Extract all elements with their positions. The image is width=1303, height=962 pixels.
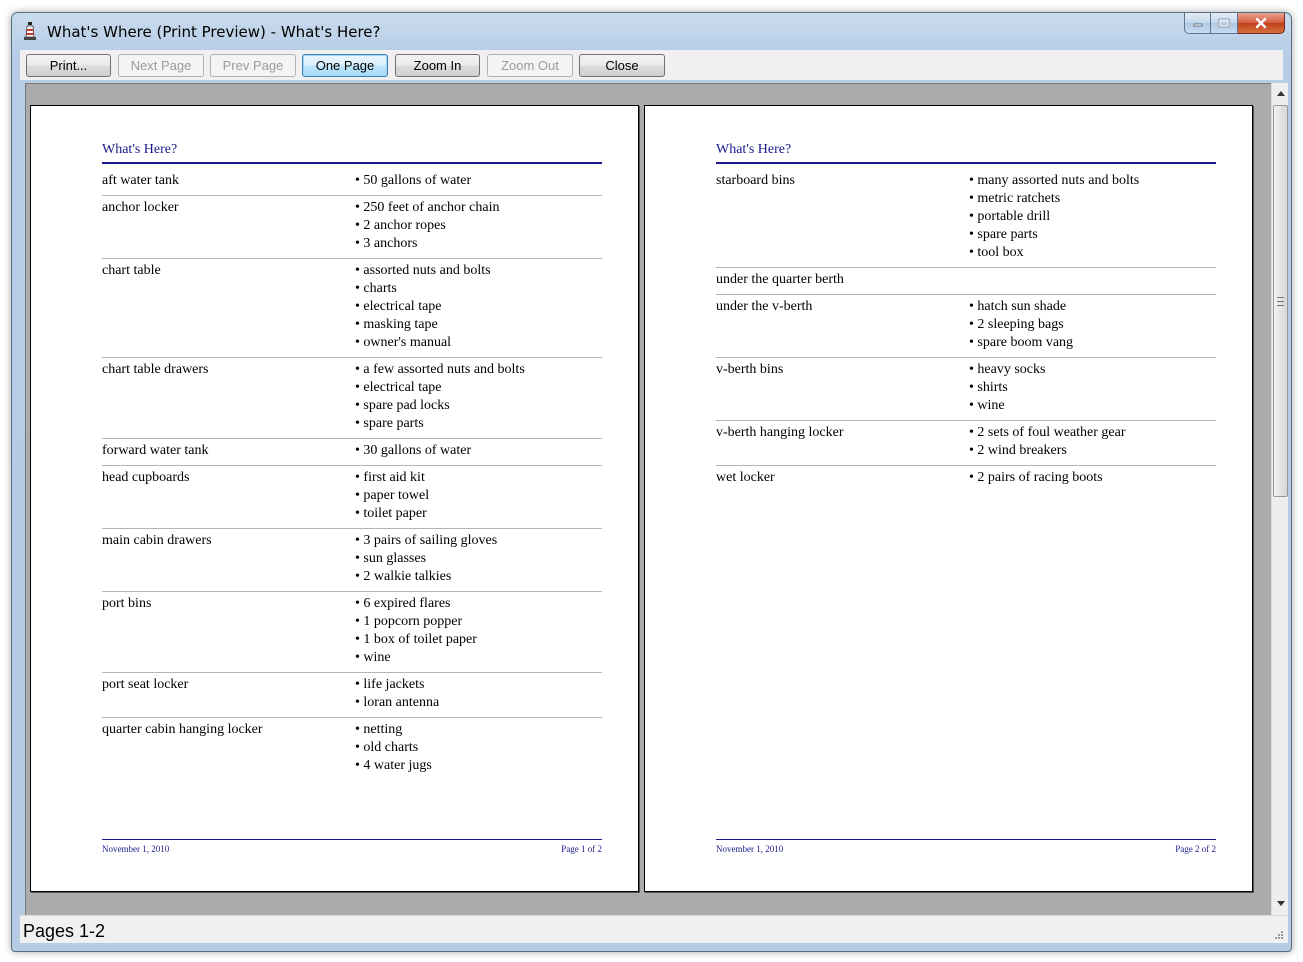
table-row xyxy=(102,439,602,466)
maximize-button[interactable] xyxy=(1211,13,1238,34)
window-controls xyxy=(1184,13,1285,35)
scroll-grip-icon xyxy=(1277,297,1284,306)
list-item: • charts xyxy=(355,280,602,298)
footer-date: November 1, 2010 xyxy=(716,844,784,854)
list-item: • portable drill xyxy=(969,208,1216,226)
list-item: • shirts xyxy=(969,379,1216,397)
list-item: • toilet paper xyxy=(355,505,602,523)
location-cell: head cupboards xyxy=(102,470,190,485)
location-cell: wet locker xyxy=(716,470,775,485)
list-item: • 4 water jugs xyxy=(355,757,602,775)
items-cell xyxy=(355,469,602,523)
items-cell xyxy=(355,595,602,667)
page-1 xyxy=(30,105,639,892)
list-item: • hatch sun shade xyxy=(969,298,1216,316)
list-item: • 2 sleeping bags xyxy=(969,316,1216,334)
items-cell xyxy=(355,721,602,775)
window-title: What's Where (Print Preview) - What's Here? xyxy=(47,23,381,41)
list-item: • netting xyxy=(355,721,602,739)
footer-page-number: Page 2 of 2 xyxy=(1175,844,1216,854)
list-item: • 2 wind breakers xyxy=(969,442,1216,460)
footer-date: November 1, 2010 xyxy=(102,844,170,854)
table-row xyxy=(716,358,1216,421)
title-bar[interactable] xyxy=(12,13,1291,49)
list-item: • 1 popcorn popper xyxy=(355,613,602,631)
scroll-thumb[interactable] xyxy=(1273,105,1288,497)
location-cell: chart table xyxy=(102,263,161,278)
items-cell xyxy=(355,361,602,433)
list-item: • 2 anchor ropes xyxy=(355,217,602,235)
close-window-button[interactable] xyxy=(1238,13,1285,34)
status-bar xyxy=(20,915,1288,943)
next-page-button[interactable]: Next Page xyxy=(118,54,204,77)
table-row xyxy=(716,421,1216,466)
page-title: What's Here? xyxy=(716,142,1216,164)
list-item: • wine xyxy=(969,397,1216,415)
footer-page-number: Page 1 of 2 xyxy=(561,844,602,854)
table-row xyxy=(102,196,602,259)
list-item: • 2 pairs of racing boots xyxy=(969,469,1216,487)
list-item: • assorted nuts and bolts xyxy=(355,262,602,280)
status-text: Pages 1-2 xyxy=(23,921,106,941)
location-cell: chart table drawers xyxy=(102,362,209,377)
list-item: • 2 walkie talkies xyxy=(355,568,602,586)
list-item: • 2 sets of foul weather gear xyxy=(969,424,1216,442)
close-icon xyxy=(1254,17,1268,29)
one-page-button[interactable]: One Page xyxy=(302,54,388,77)
scroll-down-arrow-icon xyxy=(1277,901,1285,906)
list-item: • 1 box of toilet paper xyxy=(355,631,602,649)
list-item: • wine xyxy=(355,649,602,667)
list-item: • spare parts xyxy=(969,226,1216,244)
table-row xyxy=(102,169,602,196)
scroll-up-arrow-icon xyxy=(1277,91,1285,96)
page-footer xyxy=(716,839,1216,854)
list-item: • heavy socks xyxy=(969,361,1216,379)
inventory-table xyxy=(716,169,1216,492)
items-cell xyxy=(969,271,1216,289)
preview-toolbar xyxy=(20,50,1283,80)
items-cell xyxy=(969,172,1216,262)
list-item: • metric ratchets xyxy=(969,190,1216,208)
scroll-up-button[interactable] xyxy=(1272,85,1289,102)
table-row xyxy=(102,718,602,780)
items-cell xyxy=(969,469,1216,487)
list-item: • many assorted nuts and bolts xyxy=(969,172,1216,190)
location-cell: main cabin drawers xyxy=(102,533,212,548)
list-item: • a few assorted nuts and bolts xyxy=(355,361,602,379)
items-cell xyxy=(355,199,602,253)
close-button[interactable]: Close xyxy=(579,54,665,77)
list-item: • 50 gallons of water xyxy=(355,172,602,190)
list-item: • 30 gallons of water xyxy=(355,442,602,460)
page-2 xyxy=(644,105,1253,892)
zoom-out-button[interactable]: Zoom Out xyxy=(487,54,573,77)
table-row xyxy=(102,673,602,718)
items-cell xyxy=(355,532,602,586)
table-row xyxy=(102,529,602,592)
items-cell xyxy=(969,361,1216,415)
location-cell: anchor locker xyxy=(102,200,179,215)
preview-area[interactable] xyxy=(25,83,1283,915)
list-item: • electrical tape xyxy=(355,298,602,316)
list-item: • 3 anchors xyxy=(355,235,602,253)
items-cell xyxy=(355,172,602,190)
list-item: • old charts xyxy=(355,739,602,757)
list-item: • masking tape xyxy=(355,316,602,334)
location-cell: v-berth bins xyxy=(716,362,784,377)
table-row xyxy=(716,169,1216,268)
location-cell: quarter cabin hanging locker xyxy=(102,722,263,737)
table-row xyxy=(102,358,602,439)
list-item: • 250 feet of anchor chain xyxy=(355,199,602,217)
list-item: • spare parts xyxy=(355,415,602,433)
list-item: • owner's manual xyxy=(355,334,602,352)
items-cell xyxy=(355,442,602,460)
table-row xyxy=(716,295,1216,358)
items-cell xyxy=(355,262,602,352)
list-item: • sun glasses xyxy=(355,550,602,568)
minimize-icon xyxy=(1193,19,1203,27)
table-row xyxy=(102,259,602,358)
list-item: • first aid kit xyxy=(355,469,602,487)
location-cell: port seat locker xyxy=(102,677,189,692)
location-cell: v-berth hanging locker xyxy=(716,425,844,440)
resize-grip-icon[interactable] xyxy=(1272,928,1284,940)
items-cell xyxy=(355,676,602,712)
list-item: • 3 pairs of sailing gloves xyxy=(355,532,602,550)
location-cell: port bins xyxy=(102,596,152,611)
table-row xyxy=(716,466,1216,492)
list-item: • tool box xyxy=(969,244,1216,262)
list-item: • spare pad locks xyxy=(355,397,602,415)
page-title: What's Here? xyxy=(102,142,602,164)
items-cell xyxy=(969,424,1216,460)
vertical-scrollbar[interactable] xyxy=(1271,83,1288,915)
table-row xyxy=(716,268,1216,295)
zoom-in-button[interactable]: Zoom In xyxy=(395,54,480,77)
print-button[interactable]: Print... xyxy=(26,54,111,77)
table-row xyxy=(102,466,602,529)
location-cell: under the quarter berth xyxy=(716,272,844,287)
inventory-table xyxy=(102,169,602,780)
list-item: • electrical tape xyxy=(355,379,602,397)
prev-page-button[interactable]: Prev Page xyxy=(210,54,296,77)
location-cell: forward water tank xyxy=(102,443,209,458)
minimize-button[interactable] xyxy=(1184,13,1211,34)
list-item: • 6 expired flares xyxy=(355,595,602,613)
scroll-down-button[interactable] xyxy=(1272,895,1289,912)
location-cell: under the v-berth xyxy=(716,299,813,314)
list-item: • loran antenna xyxy=(355,694,602,712)
list-item: • life jackets xyxy=(355,676,602,694)
maximize-icon xyxy=(1218,18,1230,28)
table-row xyxy=(102,592,602,673)
page-footer xyxy=(102,839,602,854)
lighthouse-app-icon xyxy=(23,22,37,40)
items-cell xyxy=(969,298,1216,352)
location-cell: starboard bins xyxy=(716,173,795,188)
list-item: • paper towel xyxy=(355,487,602,505)
list-item: • spare boom vang xyxy=(969,334,1216,352)
location-cell: aft water tank xyxy=(102,173,179,188)
print-preview-window xyxy=(11,12,1292,952)
